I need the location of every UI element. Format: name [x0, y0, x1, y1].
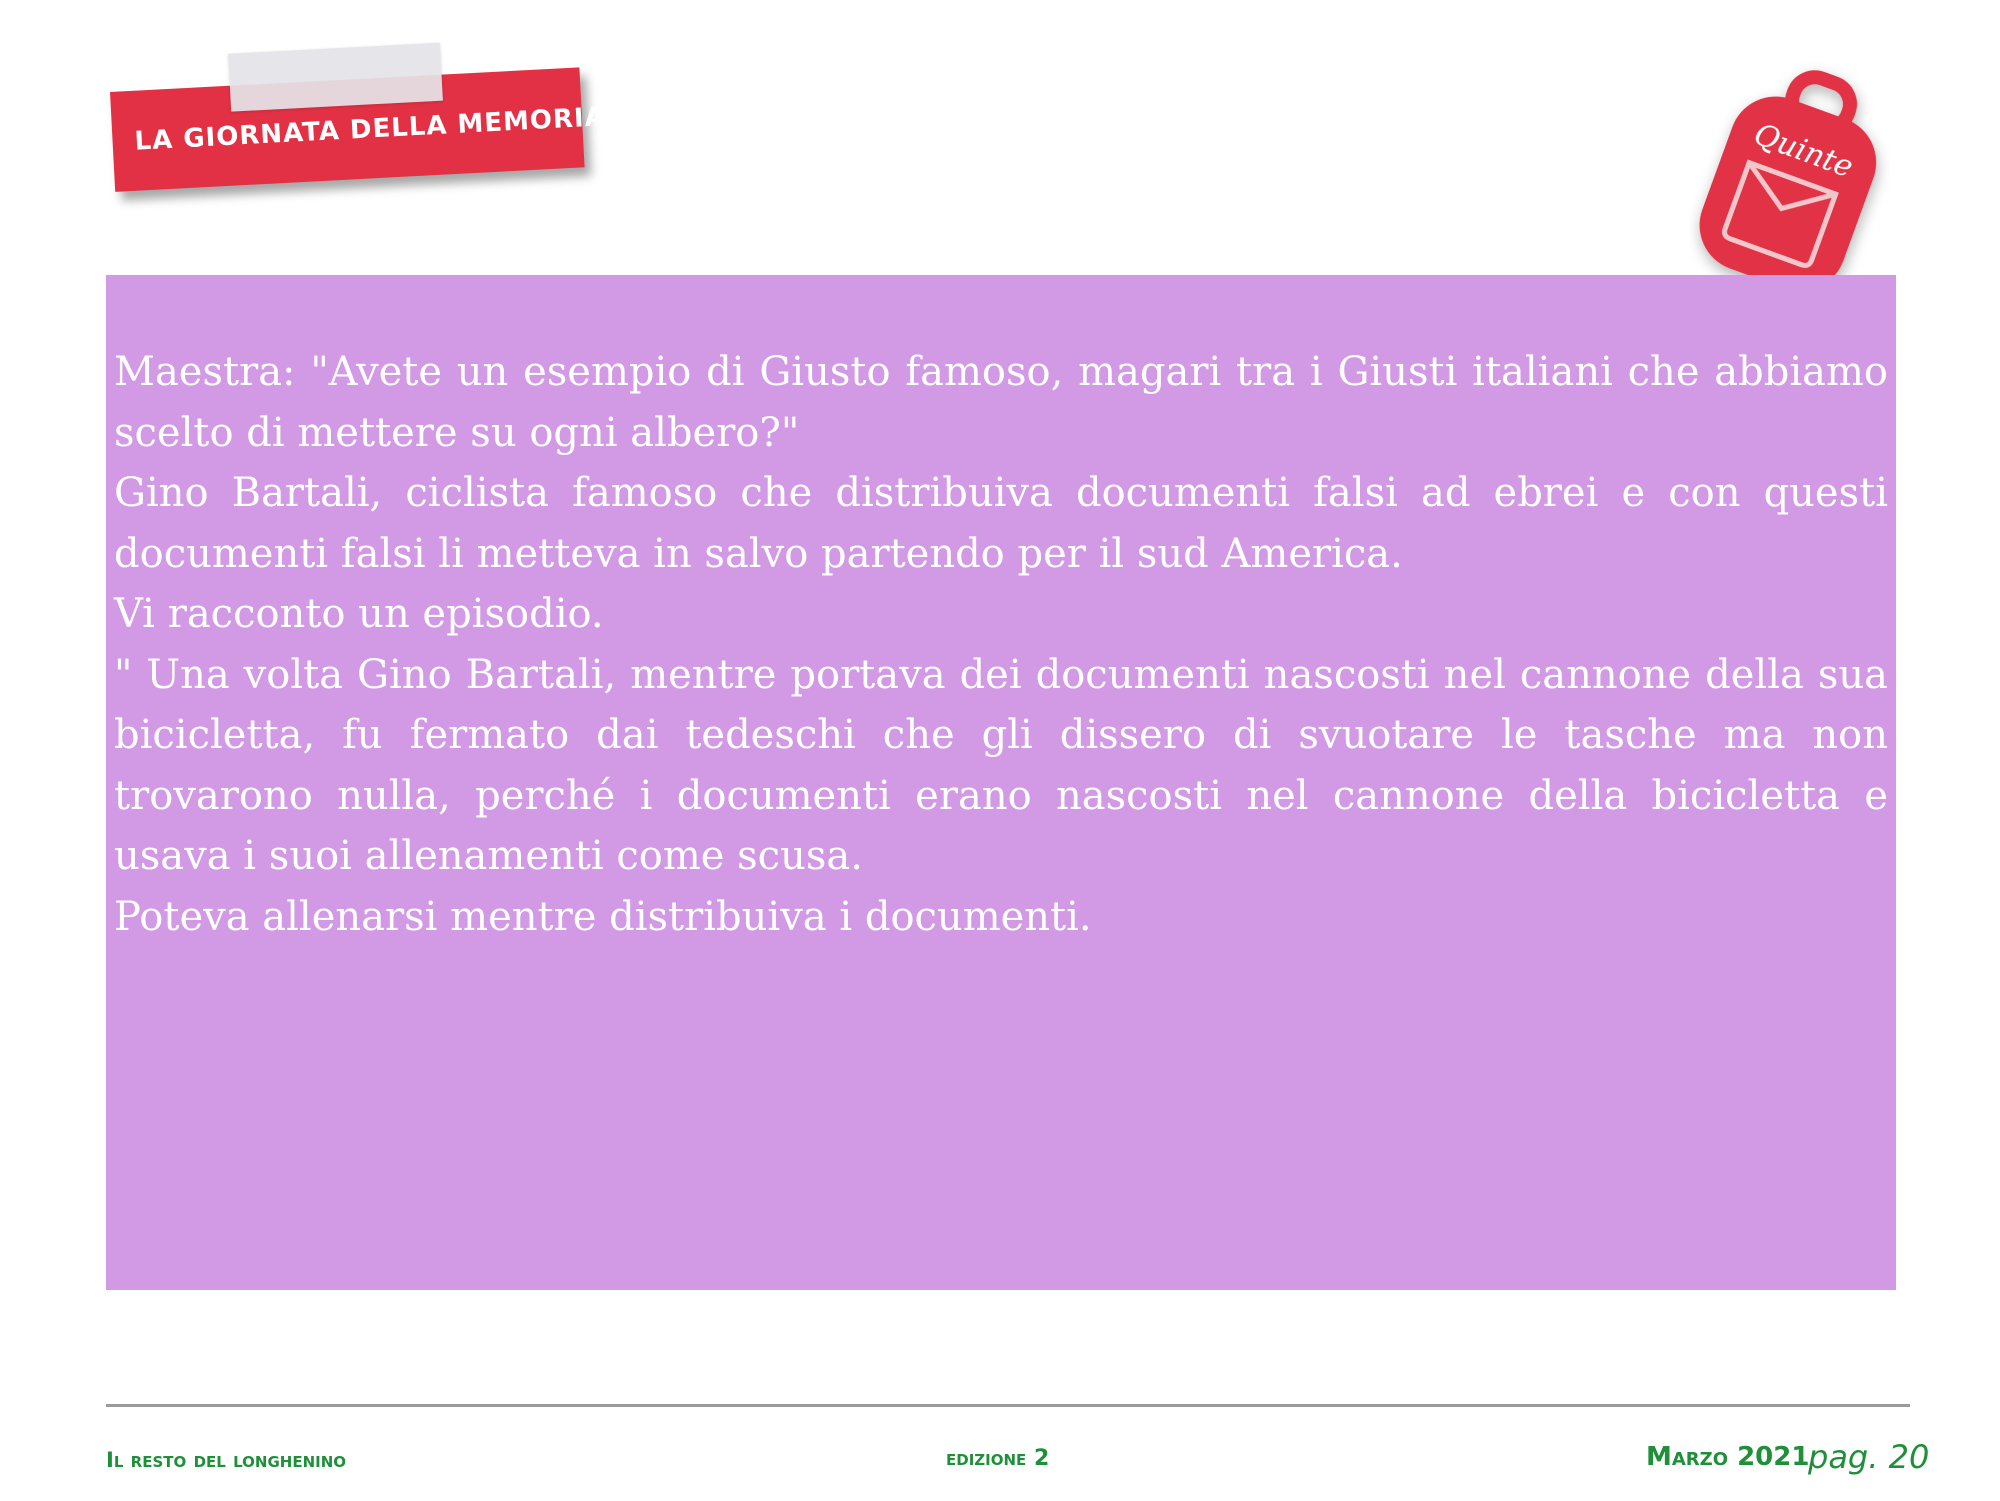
backpack-icon — [1690, 60, 1890, 305]
issue-date: Marzo 2021 — [1646, 1442, 1810, 1472]
edition-label: edizione 2 — [946, 1446, 1050, 1471]
publication-name: Il resto del longhenino — [106, 1448, 347, 1472]
footer-divider — [106, 1404, 1910, 1407]
badge-label: Quinte — [1749, 117, 1858, 186]
section-label-text: LA GIORNATA DELLA MEMORIA — [133, 102, 607, 157]
section-label — [110, 67, 607, 191]
article-box — [106, 275, 1896, 1290]
tape-decoration — [228, 43, 443, 112]
article-text — [114, 342, 1888, 947]
paragraph: Gino Bartali, ciclista famoso che distribuiva documenti falsi ad ebrei e con questi documenti falsi li metteva in salvo partendo per il sud America. — [114, 470, 1888, 577]
paragraph: Maestra: "Avete un esempio di Giusto famoso, magari tra i Giusti italiani che abbiamo scelto di mettere su ogni albero?" — [114, 349, 1888, 456]
paragraph: Poteva allenarsi mentre distribuiva i documenti. — [114, 893, 1092, 940]
page-number: pag. 20 — [1808, 1438, 1930, 1476]
paragraph: " Una volta Gino Bartali, mentre portava dei documenti nascosti nel cannone della sua bicicletta, fu fermato dai tedeschi che gli dissero di svuotare le tasche ma non trovarono nulla, perché i documenti erano nascosti nel cannone della bicicletta e usava i suoi allenamenti come scusa. — [114, 651, 1888, 879]
paragraph: Vi racconto un episodio. — [114, 591, 604, 637]
